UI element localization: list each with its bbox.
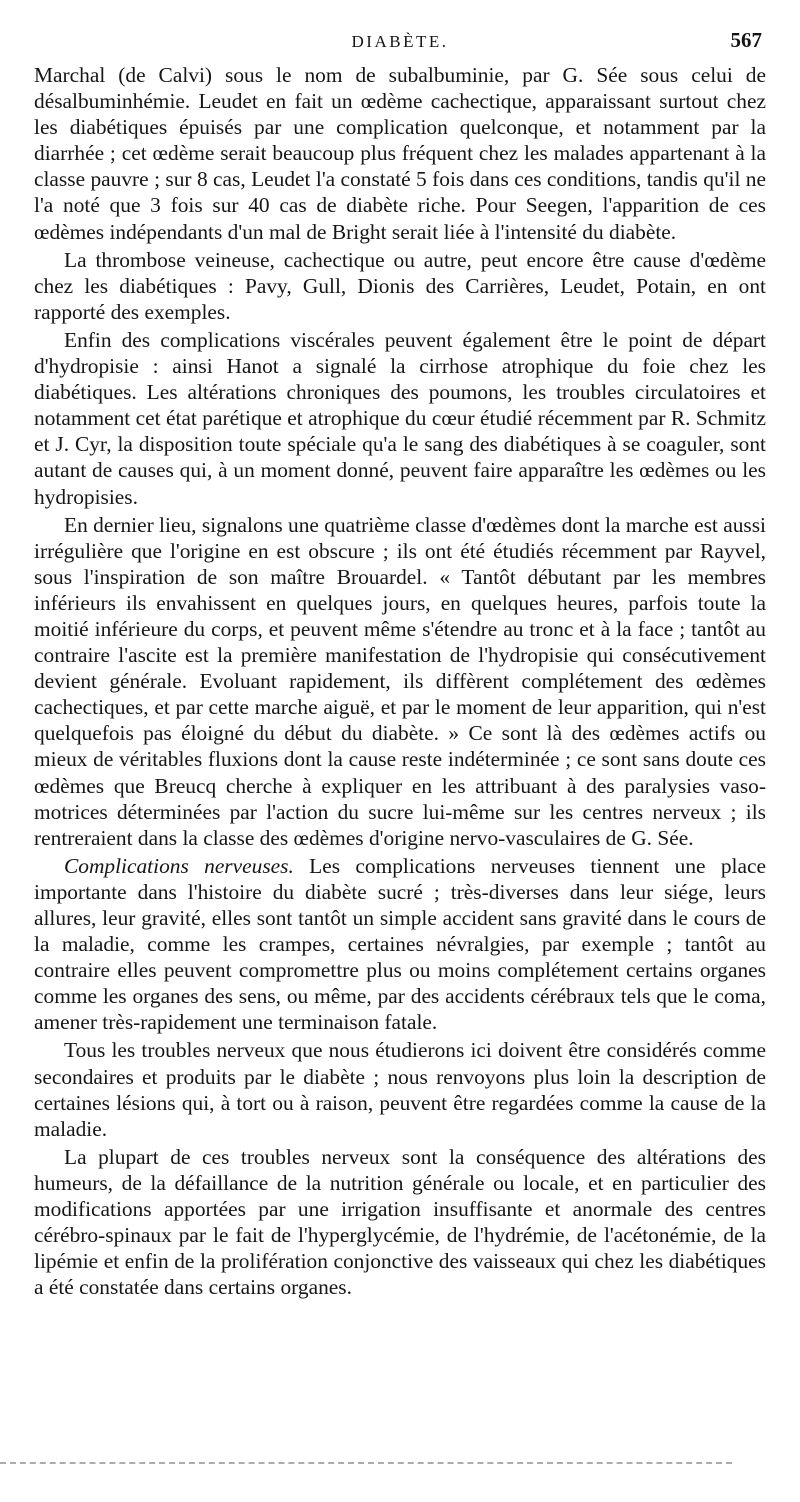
paragraph-complications-viscerales: Enfin des complications viscérales peuvent également être le point de départ d'hydropisie : ainsi Hanot a signalé la cirrhose atrophique du foie chez les diabétiques. Les altérations chroniques des poumons, les troubles circulatoires et notamment cet état parétique et atrophique du cœur étudié récemment par R. Schmitz et J. Cyr, la disposition toute spéciale qu'a le sang des diabétiques à se coaguler, sont autant de causes qui, à un moment donné, peuvent faire apparaître les œdèmes ou les hydropisies. bbox=[34, 327, 766, 509]
section-title: Complications nerveuses. bbox=[64, 853, 294, 878]
body-text bbox=[34, 62, 766, 1300]
paragraph-complications-nerveuses bbox=[34, 853, 766, 1036]
footer-rule bbox=[0, 1462, 732, 1464]
section-body: Les complications nerveuses tiennent une place importante dans l'histoire du diabète sucré ; très-diverses dans leur siége, leurs allures, leur gravité, elles sont tantôt un simple accident sans gravité dans le cours de la maladie, comme les crampes, certaines névralgies, par exemple ; tantôt au contraire elles peuvent compromettre plus ou moins complétement certains organes comme les organes des sens, ou même, par des accidents cérébraux tels que le coma, amener très-rapidement une terminaison fatale. bbox=[34, 853, 766, 1035]
book-page bbox=[34, 0, 766, 1300]
paragraph-quatrieme-classe: En dernier lieu, signalons une quatrième classe d'œdèmes dont la marche est aussi irrégulière que l'origine en est obscure ; ils ont été étudiés récemment par Rayvel, sous l'inspiration de son maître Brouardel. « Tantôt débutant par les membres inférieurs ils envahissent en quelques jours, en quelques heures, parfois toute la moitié inférieure du corps, et peuvent même s'étendre au tronc et à la face ; tantôt au contraire l'ascite est la première manifestation de l'hydropisie qui consécutivement devient générale. Evoluant rapidement, ils diffèrent complétement des œdèmes cachectiques, et par cette marche aiguë, et par le moment de leur apparition, qui n'est quelquefois pas éloigné du début du diabète. » Ce sont là des œdèmes actifs ou mieux de véritables fluxions dont la cause reste indéterminée ; ce sont sans doute ces œdèmes que Breucq cherche à expliquer en les attribuant à des paralysies vaso-motrices déterminées par l'action du sucre lui-même sur les centres nerveux ; ils rentreraient dans la classe des œdèmes d'origine nervo-vasculaires de G. Sée. bbox=[34, 512, 766, 850]
running-head bbox=[34, 0, 766, 62]
running-title: DIABÈTE. bbox=[351, 32, 449, 51]
paragraph-la-plupart: La plupart de ces troubles nerveux sont la conséquence des altérations des humeurs, de la défaillance de la nutrition générale ou locale, et en particulier des modifications apportées par une irrigation insuffisante et anormale des centres cérébro-spinaux par le fait de l'hyperglycémie, de l'hydrémie, de l'acétonémie, de la lipémie et enfin de la prolifération conjonctive des vaisseaux qui chez les diabétiques a été constatée dans certains organes. bbox=[34, 1144, 766, 1300]
paragraph-continuation: Marchal (de Calvi) sous le nom de subalbuminie, par G. Sée sous celui de désalbuminhémie. Leudet en fait un œdème cachectique, apparaissant surtout chez les diabétiques épuisés par une complication quelconque, et notamment par la diarrhée ; cet œdème serait beaucoup plus fréquent chez les malades appartenant à la classe pauvre ; sur 8 cas, Leudet l'a constaté 5 fois dans ces conditions, tandis qu'il ne l'a noté que 3 fois sur 40 cas de diabète riche. Pour Seegen, l'apparition de ces œdèmes indépendants d'un mal de Bright serait liée à l'intensité du diabète. bbox=[34, 63, 766, 244]
paragraph-thrombose: La thrombose veineuse, cachectique ou autre, peut encore être cause d'œdème chez les diabétiques : Pavy, Gull, Dionis des Carrières, Leudet, Potain, en ont rapporté des exemples. bbox=[34, 247, 766, 324]
page-number: 567 bbox=[730, 28, 762, 52]
paragraph-troubles-nerveux: Tous les troubles nerveux que nous étudierons ici doivent être considérés comme secondaires et produits par le diabète ; nous renvoyons plus loin la description de certaines lésions qui, à tort ou à raison, peuvent être regardées comme la cause de la maladie. bbox=[34, 1038, 766, 1141]
